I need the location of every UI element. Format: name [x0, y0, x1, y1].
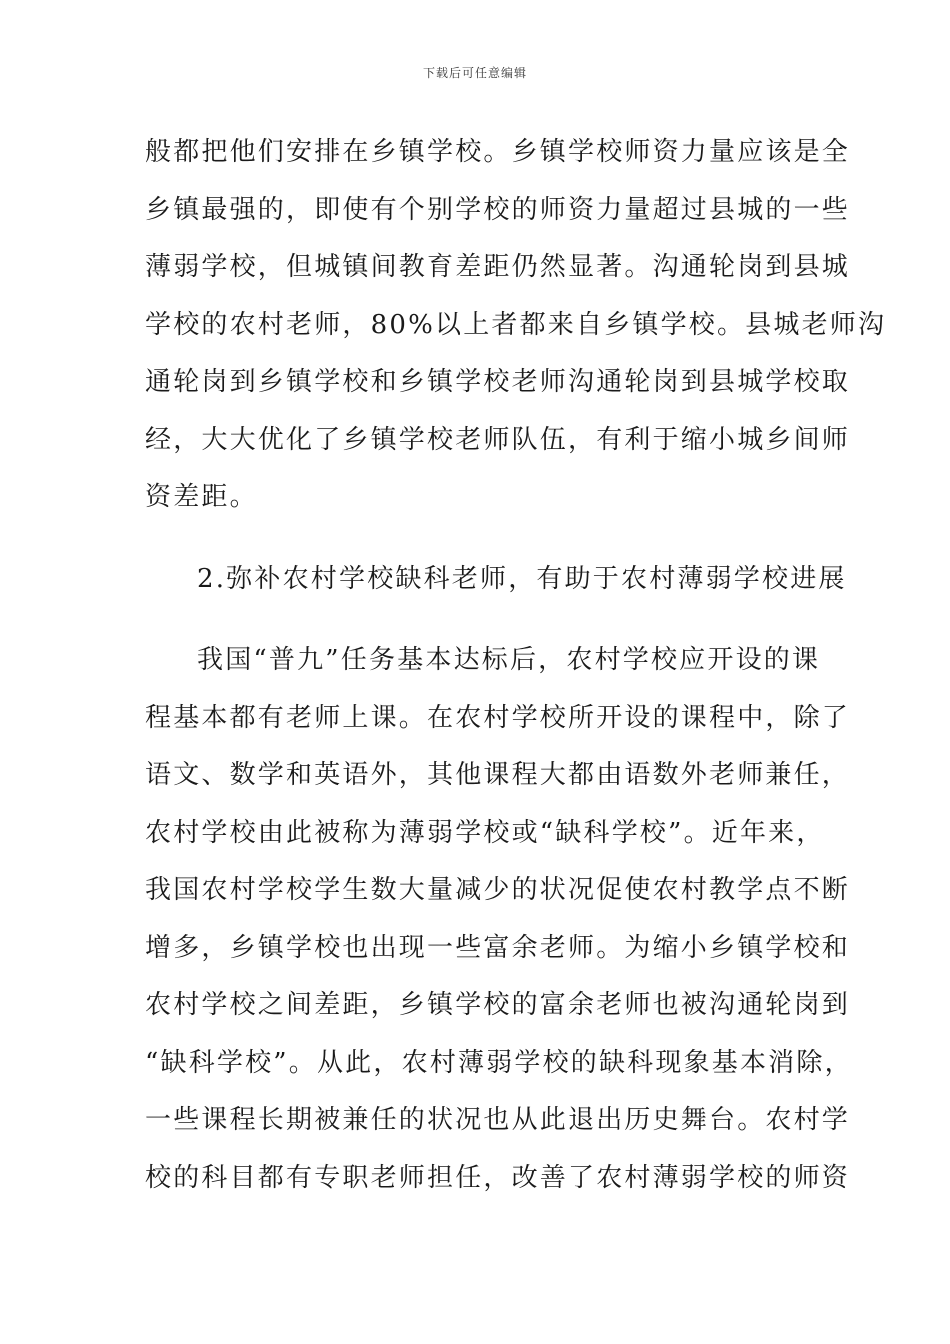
document-body: [145, 124, 887, 1207]
text-line: 资差距。: [145, 482, 258, 512]
paragraph-spacer: [145, 527, 805, 551]
text-line: 般都把他们安排在乡镇学校。乡镇学校师资力量应该是全: [145, 137, 851, 167]
text-line: 学校的农村老师，80%以上者都来自乡镇学校。县城老师沟: [145, 309, 887, 340]
text-line: 一些课程长期被兼任的状况也从此退出历史舞台。农村学: [145, 1105, 851, 1135]
text-line: 增多，乡镇学校也出现一些富余老师。为缩小乡镇学校和: [145, 932, 851, 963]
text-line: 农村学校之间差距，乡镇学校的富余老师也被沟通轮岗到: [145, 990, 851, 1020]
page-header: 下载后可任意编辑: [422, 66, 527, 80]
paragraph: [145, 632, 853, 1207]
paragraph-spacer: [145, 608, 805, 632]
text-line: 程基本都有老师上课。在农村学校所开设的课程中，除了: [145, 702, 851, 733]
text-line: 农村学校由此被称为薄弱学校或“缺科学校”。近年来，: [145, 817, 825, 848]
text-line: “缺科学校”。从此，农村薄弱学校的缺科现象基本消除，: [145, 1047, 853, 1078]
text-line: 薄弱学校，但城镇间教育差距仍然显著。沟通轮岗到县城: [145, 252, 851, 282]
text-line: 校的科目都有专职老师担任，改善了农村薄弱学校的师资: [145, 1162, 851, 1193]
text-line: 经，大大优化了乡镇学校老师队伍，有利于缩小城乡间师: [145, 424, 851, 455]
paragraph: [145, 124, 887, 527]
text-line: 我国农村学校学生数大量减少的状况促使农村教学点不断: [145, 875, 851, 905]
text-line: 我国“普九”任务基本达标后，农村学校应开设的课: [197, 645, 821, 675]
text-line: 通轮岗到乡镇学校和乡镇学校老师沟通轮岗到县城学校取: [145, 367, 851, 397]
text-line: 语文、数学和英语外，其他课程大都由语数外老师兼任，: [145, 760, 851, 790]
text-line: 乡镇最强的，即使有个别学校的师资力量超过县城的一些: [145, 194, 851, 225]
section-heading: 2.弥补农村学校缺科老师，有助于农村薄弱学校进展: [197, 563, 847, 594]
